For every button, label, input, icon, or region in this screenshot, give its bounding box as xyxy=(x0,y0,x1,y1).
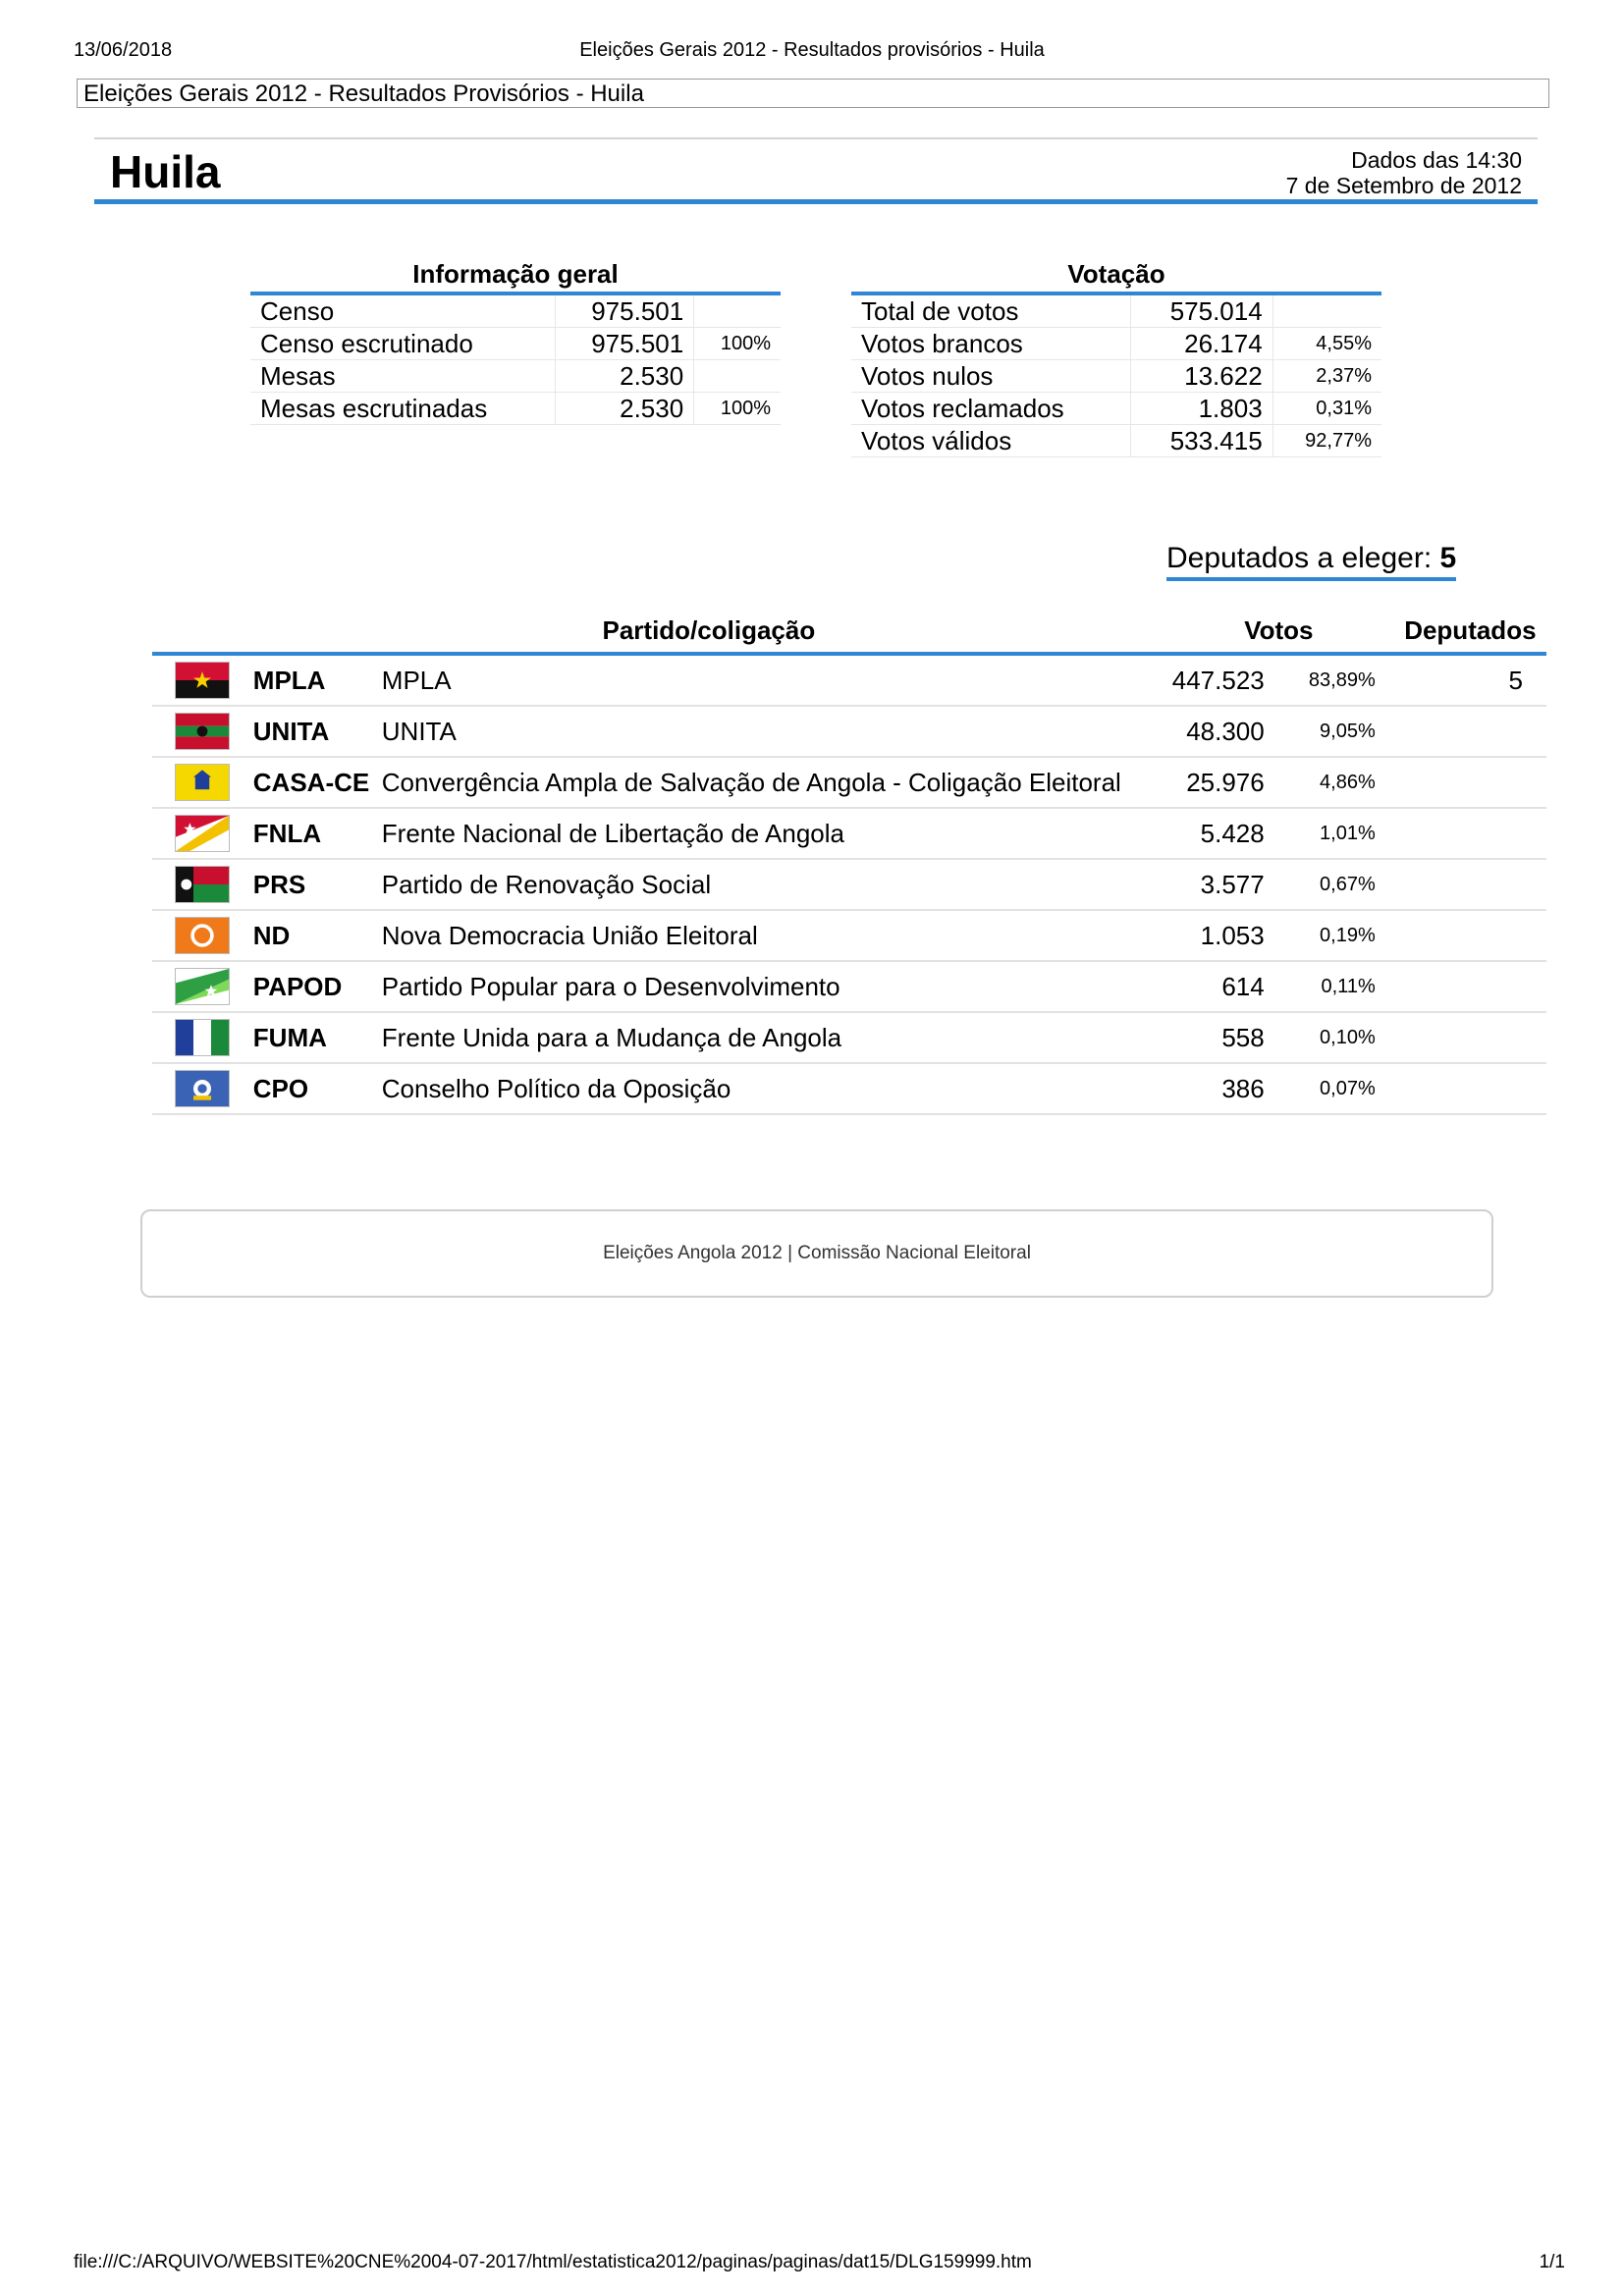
table-row xyxy=(152,757,1546,808)
info-label: Mesas escrutinadas xyxy=(250,393,555,425)
votacao-pct: 0,31% xyxy=(1272,393,1381,425)
party-sigla: CASA-CE xyxy=(253,757,381,808)
table-row xyxy=(152,706,1546,757)
votacao-title: Votação xyxy=(851,259,1381,295)
party-votes: 614 xyxy=(1164,961,1266,1012)
table-row xyxy=(851,425,1381,457)
info-value: 975.501 xyxy=(555,328,694,360)
fuma-flag-icon xyxy=(175,1019,230,1056)
info-value: 2.530 xyxy=(555,360,694,393)
cpo-flag-icon xyxy=(175,1070,230,1107)
table-row xyxy=(851,393,1381,425)
page-title-bar: Eleições Gerais 2012 - Resultados Provisórios - Huila xyxy=(77,79,1549,108)
votacao-table xyxy=(851,259,1381,457)
party-name: Nova Democracia União Eleitoral xyxy=(381,910,1164,961)
info-label: Censo escrutinado xyxy=(250,328,555,360)
print-header xyxy=(74,39,1550,69)
region-header xyxy=(94,137,1538,204)
party-pct: 4,86% xyxy=(1266,757,1393,808)
prs-flag-icon xyxy=(175,866,230,903)
party-deputies xyxy=(1393,961,1546,1012)
table-row xyxy=(851,360,1381,393)
votacao-label: Votos nulos xyxy=(851,360,1131,393)
votacao-label: Total de votos xyxy=(851,295,1131,328)
party-deputies xyxy=(1393,910,1546,961)
info-pct: 100% xyxy=(694,328,781,360)
table-row xyxy=(851,295,1381,328)
data-time: Dados das 14:30 xyxy=(1351,147,1522,173)
party-sigla: PRS xyxy=(253,859,381,910)
party-deputies xyxy=(1393,1012,1546,1063)
party-sigla: MPLA xyxy=(253,654,381,706)
party-votes: 48.300 xyxy=(1164,706,1266,757)
table-row xyxy=(250,393,781,425)
party-name: Frente Nacional de Libertação de Angola xyxy=(381,808,1164,859)
info-geral-title: Informação geral xyxy=(250,259,781,295)
party-pct: 0,07% xyxy=(1266,1063,1393,1114)
party-name: Frente Unida para a Mudança de Angola xyxy=(381,1012,1164,1063)
table-row xyxy=(152,961,1546,1012)
party-name: UNITA xyxy=(381,706,1164,757)
party-votes: 558 xyxy=(1164,1012,1266,1063)
casa-ce-flag-icon xyxy=(175,764,230,801)
party-name: Conselho Político da Oposição xyxy=(381,1063,1164,1114)
votacao-value: 26.174 xyxy=(1131,328,1272,360)
party-sigla: ND xyxy=(253,910,381,961)
votacao-value: 1.803 xyxy=(1131,393,1272,425)
votacao-pct: 92,77% xyxy=(1272,425,1381,457)
party-pct: 0,19% xyxy=(1266,910,1393,961)
table-row xyxy=(851,328,1381,360)
party-votes: 1.053 xyxy=(1164,910,1266,961)
print-date: 13/06/2018 xyxy=(74,39,173,61)
party-pct: 0,11% xyxy=(1266,961,1393,1012)
region-name: Huila xyxy=(110,146,221,197)
site-footer: Eleições Angola 2012 | Comissão Nacional Eleitoral xyxy=(140,1209,1493,1298)
table-row xyxy=(152,1012,1546,1063)
table-row xyxy=(250,295,781,328)
votacao-label: Votos válidos xyxy=(851,425,1131,457)
party-deputies xyxy=(1393,706,1546,757)
votacao-pct xyxy=(1272,295,1381,328)
info-label: Censo xyxy=(250,295,555,328)
party-votes: 386 xyxy=(1164,1063,1266,1114)
header-flag xyxy=(152,609,253,654)
party-sigla: FUMA xyxy=(253,1012,381,1063)
info-label: Mesas xyxy=(250,360,555,393)
party-pct: 1,01% xyxy=(1266,808,1393,859)
table-row xyxy=(250,328,781,360)
results-table xyxy=(152,609,1546,1115)
table-row xyxy=(152,654,1546,706)
unita-flag-icon xyxy=(175,713,230,750)
header-party: Partido/coligação xyxy=(253,609,1164,654)
papod-flag-icon xyxy=(175,968,230,1005)
party-deputies: 5 xyxy=(1393,654,1546,706)
table-row xyxy=(152,1063,1546,1114)
party-name: Convergência Ampla de Salvação de Angola - Coligação Eleitoral xyxy=(381,757,1164,808)
party-votes: 5.428 xyxy=(1164,808,1266,859)
fnla-flag-icon xyxy=(175,815,230,852)
party-votes: 25.976 xyxy=(1164,757,1266,808)
nd-flag-icon xyxy=(175,917,230,954)
header-deputies: Deputados xyxy=(1393,609,1546,654)
deputados-eleger-value: 5 xyxy=(1439,542,1457,574)
region-data-timestamp xyxy=(1286,147,1522,198)
results-header-row xyxy=(152,609,1546,654)
party-deputies xyxy=(1393,1063,1546,1114)
votacao-label: Votos brancos xyxy=(851,328,1131,360)
deputados-eleger-label: Deputados a eleger: xyxy=(1166,542,1433,574)
print-page-number: 1/1 xyxy=(1539,2252,1565,2272)
party-name: Partido de Renovação Social xyxy=(381,859,1164,910)
votacao-value: 575.014 xyxy=(1131,295,1272,328)
party-sigla: FNLA xyxy=(253,808,381,859)
party-pct: 9,05% xyxy=(1266,706,1393,757)
deputados-a-eleger xyxy=(1166,542,1456,581)
table-row xyxy=(152,808,1546,859)
info-pct: 100% xyxy=(694,393,781,425)
print-url: file:///C:/ARQUIVO/WEBSITE%20CNE%2004-07-2017/html/estatistica2012/paginas/paginas/dat15/DLG159999.htm xyxy=(74,2252,1032,2272)
party-name: MPLA xyxy=(381,654,1164,706)
party-deputies xyxy=(1393,808,1546,859)
info-pct xyxy=(694,295,781,328)
party-sigla: PAPOD xyxy=(253,961,381,1012)
party-votes: 447.523 xyxy=(1164,654,1266,706)
info-value: 975.501 xyxy=(555,295,694,328)
table-row xyxy=(152,859,1546,910)
party-name: Partido Popular para o Desenvolvimento xyxy=(381,961,1164,1012)
party-deputies xyxy=(1393,757,1546,808)
party-votes: 3.577 xyxy=(1164,859,1266,910)
party-sigla: UNITA xyxy=(253,706,381,757)
data-date: 7 de Setembro de 2012 xyxy=(1285,173,1522,198)
print-title: Eleições Gerais 2012 - Resultados provisórios - Huila xyxy=(579,39,1045,61)
votacao-value: 533.415 xyxy=(1131,425,1272,457)
mpla-flag-icon xyxy=(175,662,230,699)
party-pct: 83,89% xyxy=(1266,654,1393,706)
table-row xyxy=(152,910,1546,961)
votacao-pct: 2,37% xyxy=(1272,360,1381,393)
party-pct: 0,67% xyxy=(1266,859,1393,910)
party-sigla: CPO xyxy=(253,1063,381,1114)
votacao-pct: 4,55% xyxy=(1272,328,1381,360)
party-pct: 0,10% xyxy=(1266,1012,1393,1063)
votacao-label: Votos reclamados xyxy=(851,393,1131,425)
votacao-value: 13.622 xyxy=(1131,360,1272,393)
party-deputies xyxy=(1393,859,1546,910)
info-geral-table xyxy=(250,259,781,425)
table-row xyxy=(250,360,781,393)
info-pct xyxy=(694,360,781,393)
header-votes: Votos xyxy=(1164,609,1393,654)
info-value: 2.530 xyxy=(555,393,694,425)
